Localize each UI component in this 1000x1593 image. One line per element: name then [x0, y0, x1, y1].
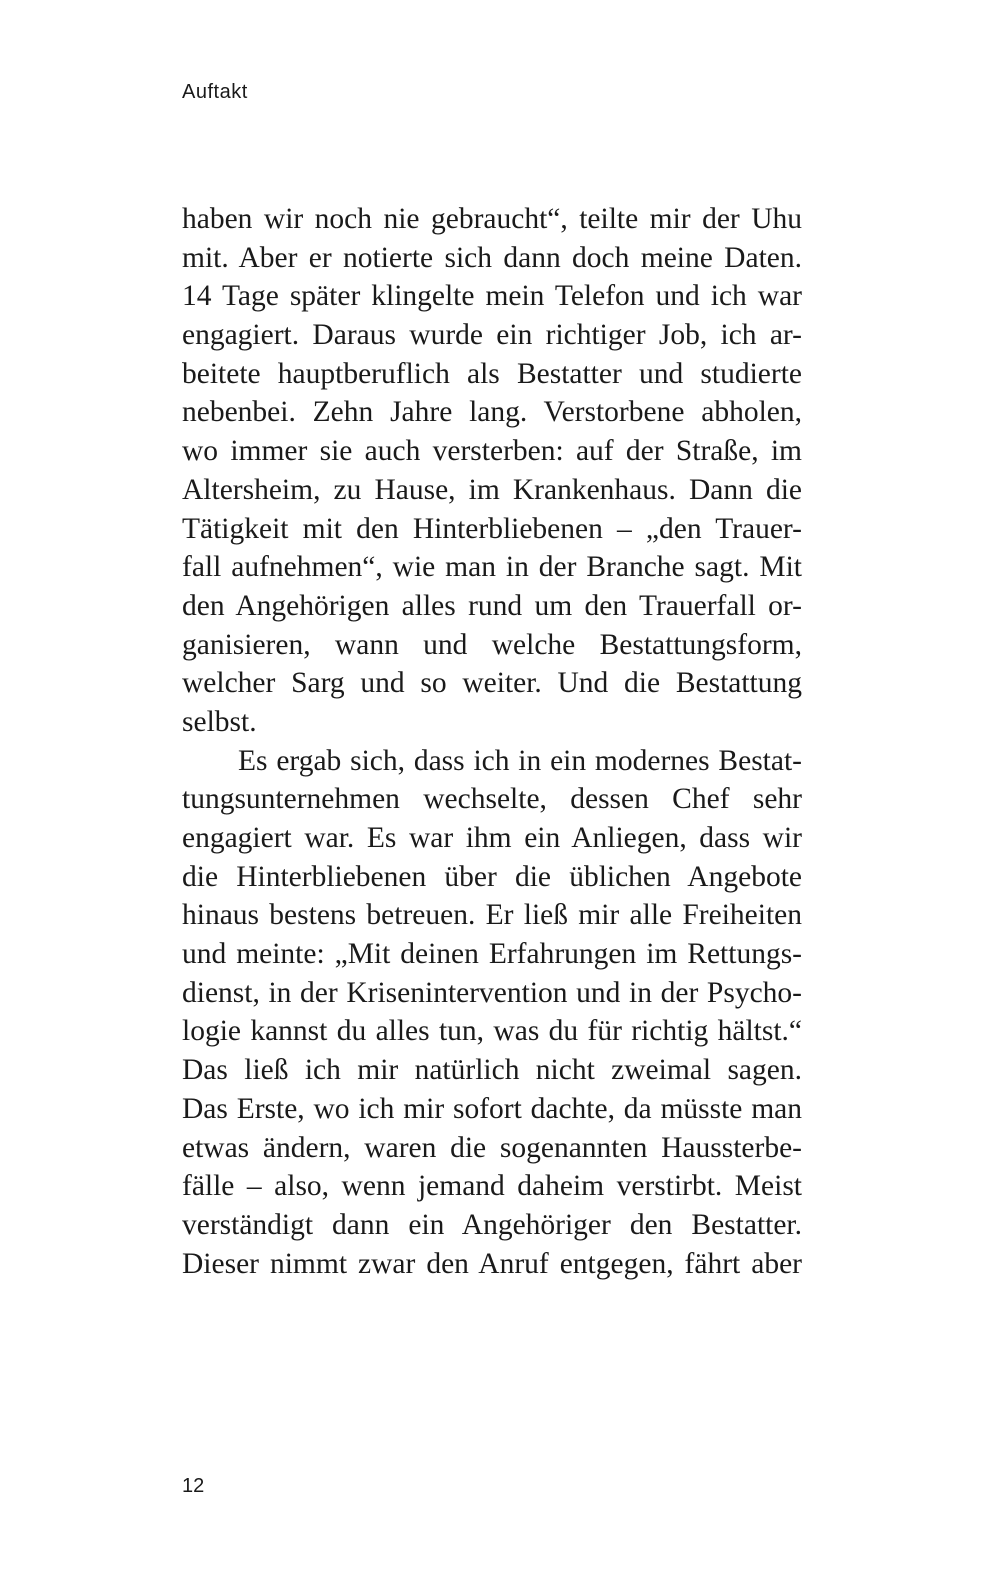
text-line: dienst, in der Krisenintervention und in der Psycho-: [182, 976, 802, 1009]
body-text: [182, 200, 802, 1283]
text-line: nebenbei. Zehn Jahre lang. Verstorbene abholen,: [182, 396, 802, 429]
text-line: haben wir noch nie gebraucht“, teilte mir der Uhu: [182, 203, 802, 235]
text-line: fälle – also, wenn jemand daheim verstirbt. Meist: [182, 1170, 802, 1203]
text-line: tungsunternehmen wechselte, dessen Chef sehr: [182, 783, 802, 816]
page-number: 12: [182, 1475, 205, 1497]
text-line: Altersheim, zu Hause, im Krankenhaus. Dann die: [182, 473, 802, 506]
text-line: und meinte: „Mit deinen Erfahrungen im Rettungs-: [182, 938, 802, 971]
text-line: engagiert war. Es war ihm ein Anliegen, dass wir: [182, 822, 802, 854]
text-line: Tätigkeit mit den Hinterbliebenen – „den Trauer-: [182, 512, 802, 545]
text-line: engagiert. Daraus wurde ein richtiger Job, ich ar-: [182, 319, 802, 352]
text-line: mit. Aber er notierte sich dann doch meine Daten.: [182, 241, 802, 274]
text-line: selbst.: [182, 705, 257, 738]
text-line: 14 Tage später klingelte mein Telefon und ich war: [182, 280, 802, 313]
text-line: etwas ändern, waren die sogenannten Haussterbe-: [182, 1131, 802, 1164]
text-line: Das ließ ich mir natürlich nicht zweimal sagen.: [182, 1054, 802, 1087]
paragraph: [182, 742, 802, 1284]
running-head: Auftakt: [182, 81, 248, 103]
text-line: verständigt dann ein Angehöriger den Bestatter.: [182, 1208, 802, 1241]
text-line: beitete hauptberuflich als Bestatter und studierte: [182, 357, 802, 390]
text-line: ganisieren, wann und welche Bestattungsform,: [182, 628, 802, 661]
text-line: Das Erste, wo ich mir sofort dachte, da müsste man: [182, 1092, 802, 1125]
text-line: logie kannst du alles tun, was du für richtig hältst.“: [182, 1015, 802, 1048]
text-line: die Hinterbliebenen über die üblichen Angebote: [182, 860, 802, 893]
paragraph: [182, 200, 802, 742]
text-line: fall aufnehmen“, wie man in der Branche sagt. Mit: [182, 551, 802, 584]
text-line: Dieser nimmt zwar den Anruf entgegen, fährt aber: [182, 1247, 802, 1280]
text-line: Es ergab sich, dass ich in ein modernes Bestat-: [238, 744, 802, 777]
text-line: welcher Sarg und so weiter. Und die Bestattung: [182, 667, 802, 700]
text-line: den Angehörigen alles rund um den Trauerfall or-: [182, 589, 802, 622]
text-line: wo immer sie auch versterben: auf der Straße, im: [182, 435, 802, 468]
text-line: hinaus bestens betreuen. Er ließ mir alle Freiheiten: [182, 899, 802, 932]
